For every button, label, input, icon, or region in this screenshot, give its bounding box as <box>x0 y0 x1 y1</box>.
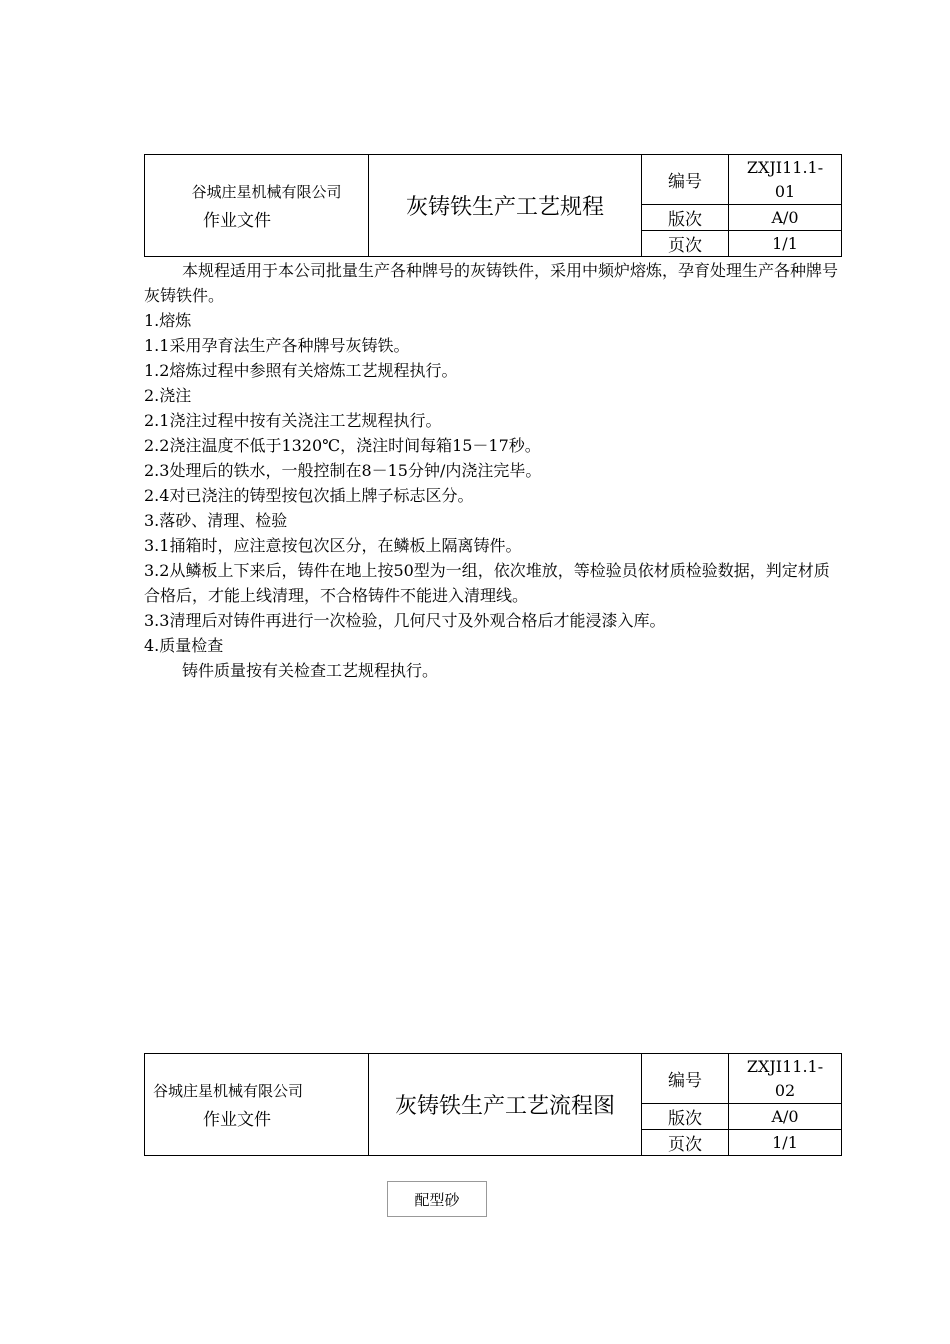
document-type: 作业文件 <box>203 1109 271 1130</box>
body-line: 2.1浇注过程中按有关浇注工艺规程执行。 <box>144 411 442 430</box>
body-line: 1.2熔炼过程中参照有关熔炼工艺规程执行。 <box>144 361 458 380</box>
body-line: 2.3处理后的铁水，一般控制在8－15分钟/内浇注完毕。 <box>144 461 542 480</box>
body-line: 3.落砂、清理、检验 <box>144 511 288 530</box>
company-cell <box>145 1054 369 1156</box>
page-label: 页次 <box>642 231 729 257</box>
flowchart-step-box: 配型砂 <box>387 1181 487 1217</box>
body-line: 3.2从鳞板上下来后，铸件在地上按50型为一组，依次堆放，等检验员依材质检验数据，判定材质合格后，才能上线清理，不合格铸件不能进入清理线。 <box>144 561 830 605</box>
document-header-table <box>144 154 842 257</box>
page-value: 1/1 <box>729 231 842 257</box>
page-value: 1/1 <box>729 1130 842 1156</box>
page-label: 页次 <box>642 1130 729 1156</box>
flowchart-header-table <box>144 1053 842 1156</box>
number-value-line2: 02 <box>774 1080 796 1100</box>
company-name: 谷城庄星机械有限公司 <box>153 1081 304 1100</box>
number-label: 编号 <box>642 1054 729 1104</box>
document-title: 灰铸铁生产工艺流程图 <box>369 1054 642 1156</box>
body-line: 4.质量检查 <box>144 636 224 655</box>
body-line: 2.浇注 <box>144 386 192 405</box>
document-title: 灰铸铁生产工艺规程 <box>369 155 642 257</box>
body-line: 2.2浇注温度不低于1320℃，浇注时间每箱15－17秒。 <box>144 436 541 455</box>
document-body <box>144 258 844 683</box>
version-label: 版次 <box>642 1104 729 1130</box>
number-value-line1: ZXJI11.1- <box>746 157 824 177</box>
body-line: 1.熔炼 <box>144 311 192 330</box>
number-label: 编号 <box>642 155 729 205</box>
number-value-line1: ZXJI11.1- <box>746 1056 824 1076</box>
body-line: 2.4对已浇注的铸型按包次插上牌子标志区分。 <box>144 486 474 505</box>
final-paragraph: 铸件质量按有关检查工艺规程执行。 <box>182 661 439 680</box>
body-line: 3.1捅箱时，应注意按包次区分，在鳞板上隔离铸件。 <box>144 536 522 555</box>
document-type: 作业文件 <box>203 210 271 231</box>
version-value: A/0 <box>729 1104 842 1130</box>
body-line: 1.1采用孕育法生产各种牌号灰铸铁。 <box>144 336 410 355</box>
company-cell <box>145 155 369 257</box>
version-label: 版次 <box>642 205 729 231</box>
version-value: A/0 <box>729 205 842 231</box>
intro-paragraph: 本规程适用于本公司批量生产各种牌号的灰铸铁件，采用中频炉熔炼，孕育处理生产各种牌号灰铸铁件。 <box>144 261 839 305</box>
body-line: 3.3清理后对铸件再进行一次检验，几何尺寸及外观合格后才能浸漆入库。 <box>144 611 666 630</box>
number-value <box>729 1054 842 1104</box>
company-name: 谷城庄星机械有限公司 <box>191 182 342 201</box>
number-value-line2: 01 <box>774 181 796 201</box>
number-value <box>729 155 842 205</box>
